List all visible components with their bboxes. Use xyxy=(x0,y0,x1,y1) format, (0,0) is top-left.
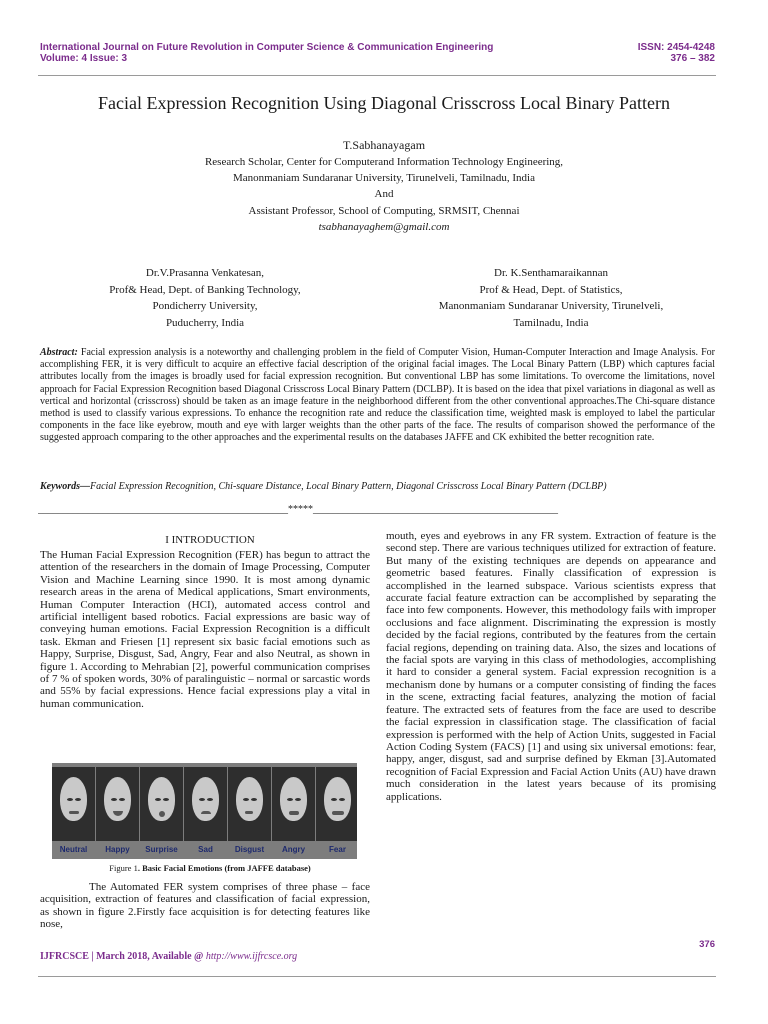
author1-email[interactable]: tsabhanayaghem@gmail.com xyxy=(318,221,450,233)
author3-affiliation-1: Prof & Head, Dept. of Statistics, xyxy=(479,284,623,296)
figure-label-angry: Angry xyxy=(281,845,306,854)
figure-label-happy: Happy xyxy=(105,845,130,854)
keywords-text: Facial Expression Recognition, Chi-square Distance, Local Binary Pattern, Diagonal Crisscross Local Binary Pattern (DCLBP) xyxy=(90,481,607,492)
face-disgust xyxy=(228,767,271,841)
footer-journal: IJFRCSCE | March 2018, Available @ xyxy=(40,951,206,962)
author3-name: Dr. K.Senthamaraikannan xyxy=(494,267,608,279)
author3-affiliation-3: Tamilnadu, India xyxy=(513,317,589,329)
figure-label-surprise: Surprise xyxy=(145,845,178,854)
face-fear xyxy=(316,767,357,841)
figure-label-neutral: Neutral xyxy=(59,845,88,854)
face-sad xyxy=(184,767,227,841)
author2-affiliation-1: Prof& Head, Dept. of Banking Technology, xyxy=(109,284,301,296)
author3-affiliation-2: Manonmaniam Sundaranar University, Tirunelveli, xyxy=(438,300,664,312)
abstract-text: Facial expression analysis is a noteworthy and challenging problem in the field of Computer Vision, Human-Computer Interaction and Image Analysis. For accomplishing FER, it is very difficult to acquire an effective facial description of the original facial images. The Local Binary Pattern (LBP) which captures facial attributes locally from the images is broadly used for facial expression recognition. But conventional LBP has some limitations. To overcome the limitations, novel approach for Facial Expression Recognition based Diagonal Crisscross Local Binary Pattern (DCLBP). It is based on the idea that pixel variations in diagonal as well as vertical and horizontal (crisscross) should be taken as an image feature in the neighborhood different from the other conventional approaches.The Chi-square distance method is used to classify various expressions. To enhance the recognition rate and reduce the classification time, weighted mask is employed to label the particular components in the face like eyebrow, mouth and eye with larger weights than the other parts of the face. The results of comparison showed the performance of the suggested approach comparing to the other approaches and the experimental results on the databases JAFFE and CK exhibited the better recognition rate. xyxy=(40,347,715,444)
intro-paragraph-1: The Human Facial Expression Recognition (FER) has begun to attract the attention of the researchers in the domain of Image Processing, Computer Vision and Machine Learning since 1990. It is most among dynamic research areas in the arena of Medical applications, Smart environments, Human Computer Interaction (HCI), automated access control and artificial intelligent based robotics. Facial expressions are basic way of conveying human emotions. Facial Expression Recognition is a difficult task. Ekman and Friesen [1] represent six basic facial emotions such as Happy, Surprise, Disgust, Sad, Angry, Fear and also Neutral, as shown in figure 1. According to Mehrabian [2], powerful communication comprises of 7 % of spoken words, 30% of paralinguistic – normal or sarcastic words and 55% by facial expressions. Hence facial expressions play a vital in human communication. xyxy=(40,549,370,710)
figure-1-caption-prefix: Figure 1 xyxy=(109,863,138,873)
section-separator: __________________________________________________*****_________________________________________________ xyxy=(38,504,558,515)
figure-1-caption xyxy=(40,863,380,873)
author2-affiliation-3: Puducherry, India xyxy=(165,317,245,329)
issn: ISSN: 2454-4248 xyxy=(637,42,715,53)
author1-affiliation-3: Assistant Professor, School of Computing, SRMSIT, Chennai xyxy=(248,205,520,217)
figure-label-sad: Sad xyxy=(198,845,213,854)
figure-label-disgust: Disgust xyxy=(234,845,265,854)
page-number: 376 xyxy=(699,939,715,950)
author2-name: Dr.V.Prasanna Venkatesan, xyxy=(145,267,265,279)
header-rule xyxy=(38,75,716,76)
intro-paragraph-2: The Automated FER system comprises of three phase – face acquisition, extraction of features and classification of facial expression, as shown in figure 2.Firstly face acquisition is for detecting features like nose, xyxy=(40,881,370,931)
author2-affiliation-2: Pondicherry University, xyxy=(152,300,258,312)
keywords xyxy=(40,481,715,493)
author1-affiliation-1: Research Scholar, Center for Computerand Information Technology Engineering, xyxy=(204,156,564,168)
footer-rule xyxy=(38,976,716,977)
footer-url-link[interactable]: http://www.ijfrcsce.org xyxy=(205,951,298,962)
keywords-label: Keywords— xyxy=(40,481,90,492)
paper-title: Facial Expression Recognition Using Diagonal Crisscross Local Binary Pattern xyxy=(98,93,670,113)
volume-issue: Volume: 4 Issue: 3 xyxy=(40,53,128,64)
face-angry xyxy=(272,767,315,841)
figure-label-fear: Fear xyxy=(329,845,346,854)
author1-name: T.Sabhanayagam xyxy=(342,138,426,152)
author1-affiliation-2: Manonmaniam Sundaranar University, Tirunelveli, Tamilnadu, India xyxy=(233,172,535,184)
journal-name: International Journal on Future Revolution in Computer Science & Communication Engineering xyxy=(40,42,494,53)
face-happy xyxy=(96,767,139,841)
abstract xyxy=(40,347,715,445)
intro-right-column: mouth, eyes and eyebrows in any FR system. Extraction of feature is the second step. There are various techniques utilized for extraction of feature. But many of the existing techniques are depends on appearance and geometric based features. Finally classification of expression is accomplished in the learned subspace. Various scientists express that accurate facial feature extraction can be accomplished by separating the face into few components. However, this methodology fails with improper occlusions and face alignment. Discriminating the expression is mostly decided by the facial regions, contributed by the features from the certain facial regions, depending on training data. Also, the sizes and locations of the facial spots are varying in this class of methodologies, accomplishing it hard to consider a general system. Facial expression recognition is a mechanism done by humans or a computer consisting of finding the faces in the scene, extracting facial features, analyzing the motion of facial feature. The extracted sets of features from the face are used to describe the facial expression in classification stage. The classification of facial expression is performed with the help of Action Units, suggested in Facial Action Coding System (FACS) [1] and using six universal emotions: fear, happy, anger, disgust, sad and surprise defined by Ekman [3].Automated recognition of Facial Expression and Facial Action Units (AU) have drawn much consideration in the latest years because of its promising applications. xyxy=(386,530,716,803)
page-range: 376 – 382 xyxy=(670,53,715,64)
face-surprise xyxy=(140,767,183,841)
section-heading-introduction: I INTRODUCTION xyxy=(165,534,255,546)
footer-text xyxy=(40,951,297,963)
author1-and: And xyxy=(374,188,394,200)
figure-1-image xyxy=(52,763,357,859)
abstract-label: Abstract: xyxy=(40,347,78,358)
figure-1-caption-text: . Basic Facial Emotions (from JAFFE database) xyxy=(137,863,311,873)
face-neutral xyxy=(52,767,95,841)
